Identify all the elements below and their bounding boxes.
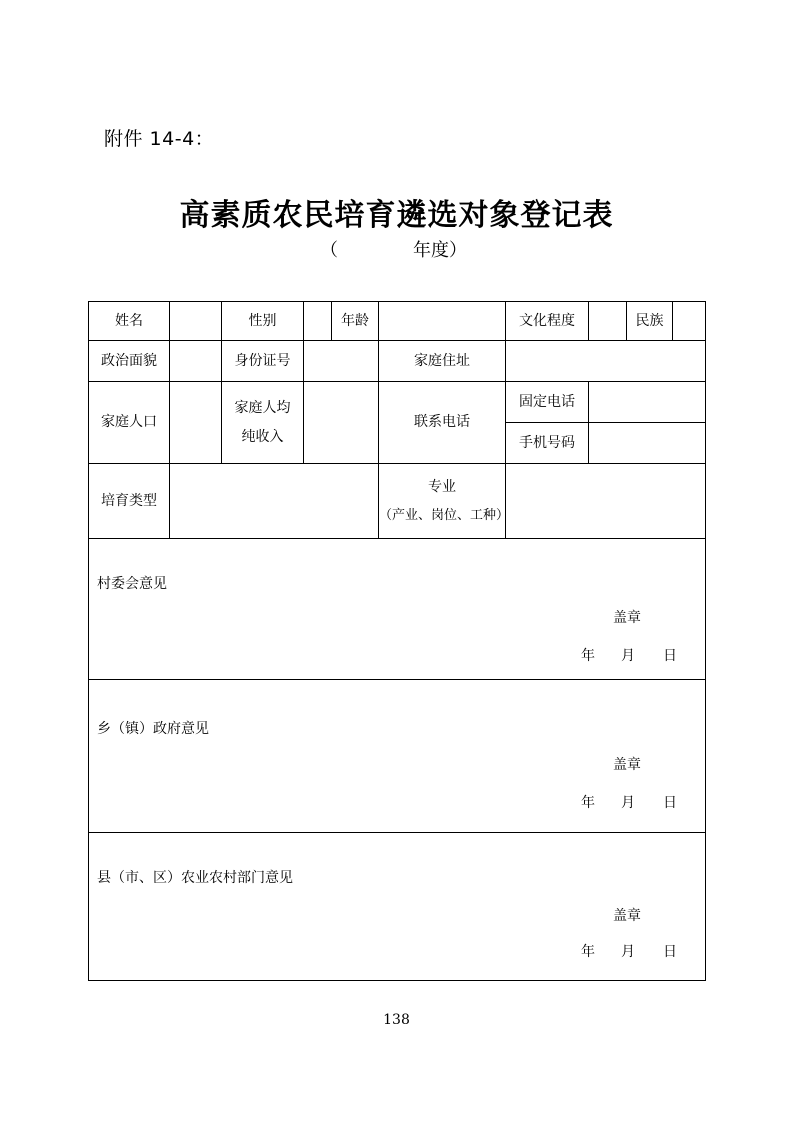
income-label-line1: 家庭人均 (234, 399, 291, 416)
form-title: 高素质农民培育遴选对象登记表 (179, 198, 614, 233)
name-label: 姓名 (89, 302, 170, 341)
mobile-label: 手机号码 (506, 423, 589, 464)
home-address-label: 家庭住址 (379, 341, 506, 382)
day-label: 日 (663, 648, 677, 664)
county-agriculture-dept-opinion[interactable] (89, 833, 705, 980)
gender-label: 性别 (222, 302, 304, 341)
landline-field[interactable] (589, 382, 705, 423)
month-label: 月 (621, 648, 635, 664)
mobile-field[interactable] (589, 423, 705, 464)
year-open-paren: （ (320, 240, 338, 261)
name-field[interactable] (170, 302, 222, 341)
household-size-field[interactable] (170, 382, 222, 464)
per-capita-income-field[interactable] (304, 382, 379, 464)
attachment-label: 附件 14-4： (104, 128, 215, 150)
ethnicity-field[interactable] (673, 302, 705, 341)
registration-form (88, 301, 706, 981)
month-label: 月 (621, 944, 635, 960)
home-address-field[interactable] (506, 341, 705, 382)
day-label: 日 (663, 944, 677, 960)
major-label-line2: （产业、岗位、工种） (379, 507, 510, 523)
year-label: 年 (581, 648, 595, 664)
village-committee-opinion[interactable] (89, 539, 705, 680)
opinion-label: 村委会意见 (97, 576, 167, 592)
household-size-label: 家庭人口 (89, 382, 170, 464)
id-number-label: 身份证号 (222, 341, 304, 382)
gender-field[interactable] (304, 302, 332, 341)
per-capita-income-label (222, 382, 304, 464)
id-number-field[interactable] (304, 341, 379, 382)
training-type-label: 培育类型 (89, 464, 170, 539)
major-field[interactable] (506, 464, 705, 539)
age-label: 年龄 (332, 302, 379, 341)
seal-label: 盖章 (613, 757, 641, 773)
opinion-label: 乡（镇）政府意见 (97, 721, 209, 737)
political-status-label: 政治面貌 (89, 341, 170, 382)
landline-label: 固定电话 (506, 382, 589, 423)
year-label: 年 (581, 795, 595, 811)
year-label: 年度） (413, 240, 467, 261)
contact-phone-label: 联系电话 (379, 382, 506, 464)
year-label: 年 (581, 944, 595, 960)
age-field[interactable] (379, 302, 506, 341)
seal-label: 盖章 (613, 610, 641, 626)
page-number: 138 (383, 1012, 410, 1028)
month-label: 月 (621, 795, 635, 811)
education-label: 文化程度 (506, 302, 589, 341)
income-label-line2: 纯收入 (241, 428, 284, 445)
political-status-field[interactable] (170, 341, 222, 382)
training-type-field[interactable] (170, 464, 379, 539)
education-field[interactable] (589, 302, 627, 341)
day-label: 日 (663, 795, 677, 811)
ethnicity-label: 民族 (627, 302, 673, 341)
seal-label: 盖章 (613, 908, 641, 924)
township-government-opinion[interactable] (89, 680, 705, 833)
major-label (379, 464, 510, 539)
major-label-line1: 专业 (428, 478, 456, 495)
opinion-label: 县（市、区）农业农村部门意见 (97, 870, 293, 886)
